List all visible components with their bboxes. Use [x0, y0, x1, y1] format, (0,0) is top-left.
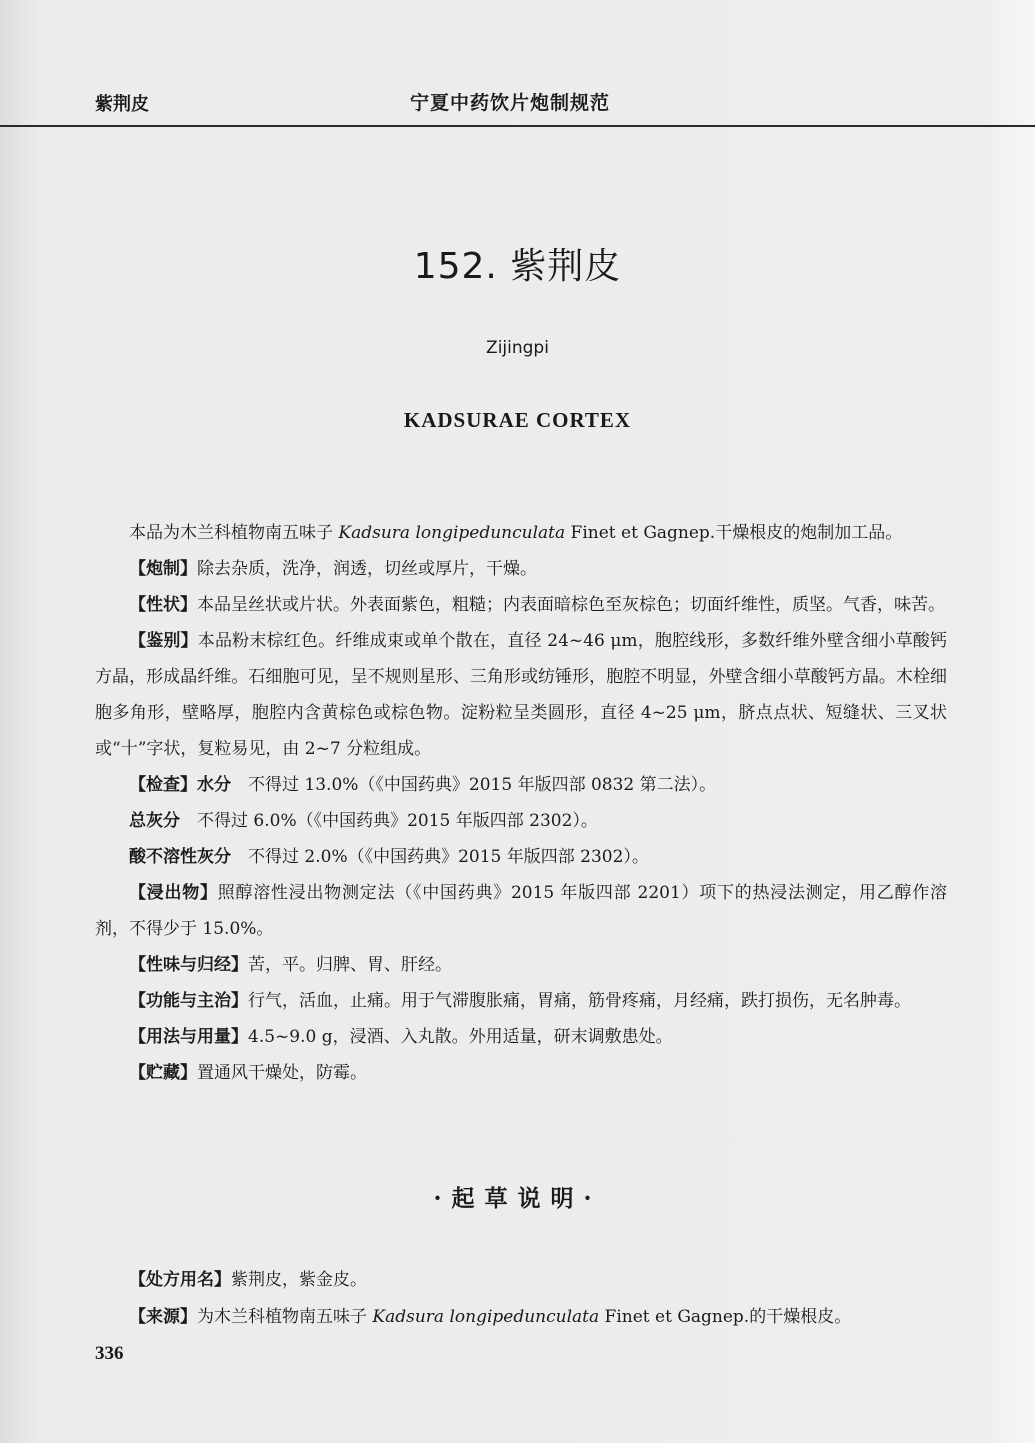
check-item-text: 不得过 13.0%（《中国药典》2015 年版四部 0832 第二法）。 [231, 775, 717, 795]
check-item-text: 不得过 2.0%（《中国药典》2015 年版四部 2302）。 [231, 847, 649, 867]
page-number: 336 [95, 1343, 124, 1364]
check-item-name: 酸不溶性灰分 [129, 847, 231, 867]
section-text: 紫荆皮，紫金皮。 [231, 1270, 367, 1290]
section-label: 【性味与归经】 [129, 955, 248, 975]
monograph-body [95, 515, 947, 1091]
section-text: 本品呈丝状或片状。外表面紫色，粗糙；内表面暗棕色至灰棕色；切面纤维性，质坚。气香，味苦。 [197, 595, 945, 615]
intro-paragraph [95, 515, 947, 551]
section-text: 本品粉末棕红色。纤维成束或单个散在，直径 24~46 μm，胞腔线形，多数纤维外壁含细小草酸钙方晶，形成晶纤维。石细胞可见，呈不规则星形、三角形或纺锤形，胞腔不明显，外壁含细小草酸钙方晶。木栓细胞多角形，壁略厚，胞腔内含黄棕色或棕色物。淀粉粒呈类圆形，直径 4~25 μm，脐点点状、短缝状、三叉状或“十”字状，复粒易见，由 2~7 分粒组成。 [95, 631, 948, 759]
section-description [95, 587, 947, 623]
check-item-text: 不得过 6.0%（《中国药典》2015 年版四部 2302）。 [180, 811, 598, 831]
section-label: 【检查】 [129, 775, 197, 795]
monograph-title: 152. 紫荆皮 [413, 246, 622, 287]
section-identification [95, 623, 947, 767]
check-item-name: 水分 [197, 775, 231, 795]
section-check-acid-ash [95, 839, 947, 875]
drafting-source [95, 1299, 947, 1336]
section-storage [95, 1055, 947, 1091]
section-label: 【炮制】 [129, 559, 197, 579]
pinyin-name: Zijingpi [486, 338, 549, 358]
running-header-left: 紫荆皮 [95, 94, 149, 115]
drafting-prescription-names [95, 1262, 947, 1299]
section-label: 【浸出物】 [129, 883, 218, 903]
section-dosage [95, 1019, 947, 1055]
section-label: 【来源】 [129, 1307, 197, 1327]
source-species: Kadsura longipedunculata [372, 1307, 600, 1327]
section-check-moisture [95, 767, 947, 803]
section-text: 除去杂质，洗净，润透，切丝或厚片，干燥。 [197, 559, 537, 579]
section-property-meridian [95, 947, 947, 983]
section-processing [95, 551, 947, 587]
section-label: 【功能与主治】 [129, 991, 248, 1011]
drafting-notes-body [95, 1262, 947, 1336]
section-text: 4.5~9.0 g，浸酒、入丸散。外用适量，研末调敷患处。 [248, 1027, 673, 1047]
section-extractives [95, 875, 947, 947]
check-item-name: 总灰分 [129, 811, 180, 831]
section-label: 【处方用名】 [129, 1270, 231, 1290]
source-text-pre: 为木兰科植物南五味子 [197, 1307, 373, 1327]
section-functions [95, 983, 947, 1019]
section-text: 置通风干燥处，防霉。 [197, 1063, 367, 1083]
section-label: 【鉴别】 [129, 631, 198, 651]
section-text: 苦，平。归脾、胃、肝经。 [248, 955, 452, 975]
source-text-post: Finet et Gagnep.的干燥根皮。 [599, 1307, 852, 1327]
running-header-title: 宁夏中药饮片炮制规范 [410, 92, 611, 114]
section-text: 照醇溶性浸出物测定法（《中国药典》2015 年版四部 2201）项下的热浸法测定，用乙醇作溶剂，不得少于 15.0%。 [95, 883, 948, 939]
section-text: 行气，活血，止痛。用于气滞腹胀痛，胃痛，筋骨疼痛，月经痛，跌打损伤，无名肿毒。 [248, 991, 911, 1011]
section-label: 【贮藏】 [129, 1063, 197, 1083]
section-label: 【性状】 [129, 595, 197, 615]
section-label: 【用法与用量】 [129, 1027, 248, 1047]
section-check-total-ash [95, 803, 947, 839]
drafting-notes-title: ·起草说明· [433, 1185, 602, 1212]
intro-text-post: Finet et Gagnep.干燥根皮的炮制加工品。 [565, 523, 903, 543]
latin-name: KADSURAE CORTEX [403, 408, 632, 432]
intro-species: Kadsura longipedunculata [338, 523, 566, 543]
intro-text-pre: 本品为木兰科植物南五味子 [129, 523, 339, 543]
header-rule [0, 125, 1035, 127]
